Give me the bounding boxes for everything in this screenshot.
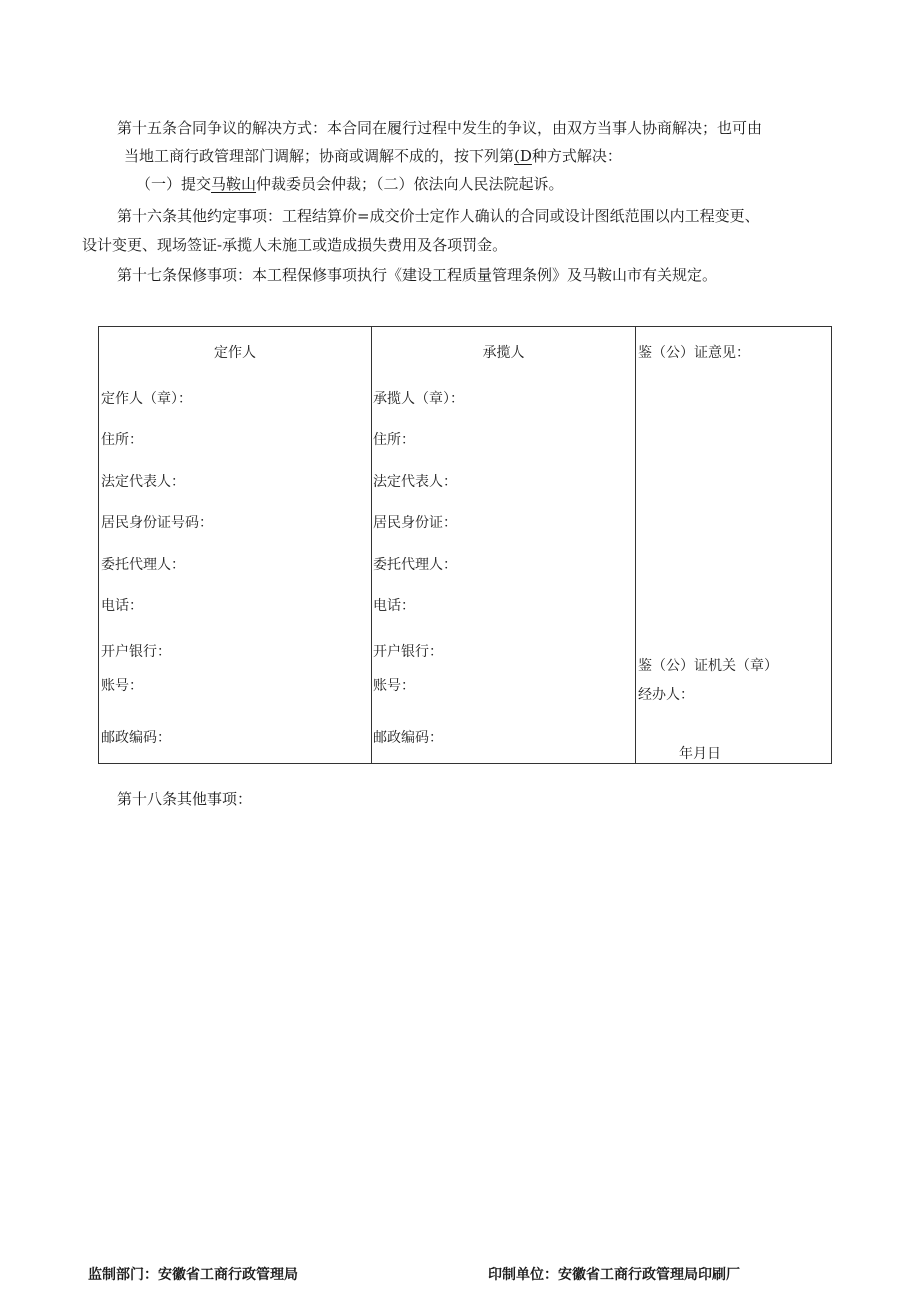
clause15-line1: 第十五条合同争议的解决方式：本合同在履行过程中发生的争议，由双方当事人协商解决；也可由	[117, 119, 763, 137]
orderer-phone-field: 电话：	[101, 598, 143, 614]
orderer-seal-field: 定作人（章）：	[101, 391, 192, 407]
contractor-phone-field: 电话：	[373, 598, 415, 614]
orderer-column	[99, 327, 372, 764]
orderer-legal-rep-field: 法定代表人：	[101, 474, 185, 490]
signature-table	[98, 326, 832, 764]
notary-date: 年月日	[679, 746, 721, 762]
clause15-line2	[124, 146, 622, 166]
contractor-id-field: 居民身份证：	[373, 515, 457, 531]
clause16-line2: 设计变更、现场签证-承揽人未施工或造成损失费用及各项罚金。	[82, 236, 508, 254]
footer-printer: 印制单位：安徽省工商行政管理局印刷厂	[488, 1267, 740, 1283]
clause15-line3	[136, 174, 564, 194]
contractor-legal-rep-field: 法定代表人：	[373, 474, 457, 490]
notary-column	[636, 327, 832, 764]
contractor-address-field: 住所：	[373, 432, 415, 448]
footer-supervisor: 监制部门：安徽省工商行政管理局	[88, 1267, 298, 1283]
orderer-header: 定作人	[214, 345, 256, 361]
clause17: 第十七条保修事项：本工程保修事项执行《建设工程质量管理条例》及马鞍山市有关规定。	[117, 266, 718, 284]
clause15-line3-post: 仲裁委员会仲裁；（二）依法向人民法院起诉。	[256, 175, 564, 193]
orderer-id-field: 居民身份证号码：	[101, 515, 213, 531]
clause18: 第十八条其他事项：	[117, 790, 253, 808]
contractor-account-field: 账号：	[373, 678, 415, 694]
clause15-line2-post: 种方式解决：	[531, 147, 622, 165]
clause15-line3-pre: （一）提交	[136, 175, 212, 193]
contractor-bank-field: 开户银行：	[373, 644, 443, 660]
dispute-method-choice: (D	[514, 147, 532, 165]
orderer-address-field: 住所：	[101, 432, 143, 448]
contractor-agent-field: 委托代理人：	[373, 557, 457, 573]
clause16-line1: 第十六条其他约定事项：工程结算价=成交价士定作人确认的合同或设计图纸范围以内工程变更、	[117, 207, 760, 225]
orderer-postcode-field: 邮政编码：	[101, 730, 171, 746]
contractor-column	[372, 327, 636, 764]
orderer-account-field: 账号：	[101, 678, 143, 694]
notary-opinion-label: 鉴（公）证意见：	[638, 345, 750, 361]
arbitration-city: 马鞍山	[211, 175, 257, 193]
orderer-bank-field: 开户银行：	[101, 644, 171, 660]
clause15-line2-pre: 当地工商行政管理部门调解；协商或调解不成的，按下列第	[124, 147, 515, 165]
notary-agent-label: 经办人：	[638, 687, 694, 703]
contractor-postcode-field: 邮政编码：	[373, 730, 443, 746]
notary-authority-seal: 鉴（公）证机关（章）	[638, 658, 778, 674]
contractor-header: 承揽人	[482, 345, 525, 361]
contractor-seal-field: 承揽人（章）：	[373, 391, 464, 407]
orderer-agent-field: 委托代理人：	[101, 557, 185, 573]
